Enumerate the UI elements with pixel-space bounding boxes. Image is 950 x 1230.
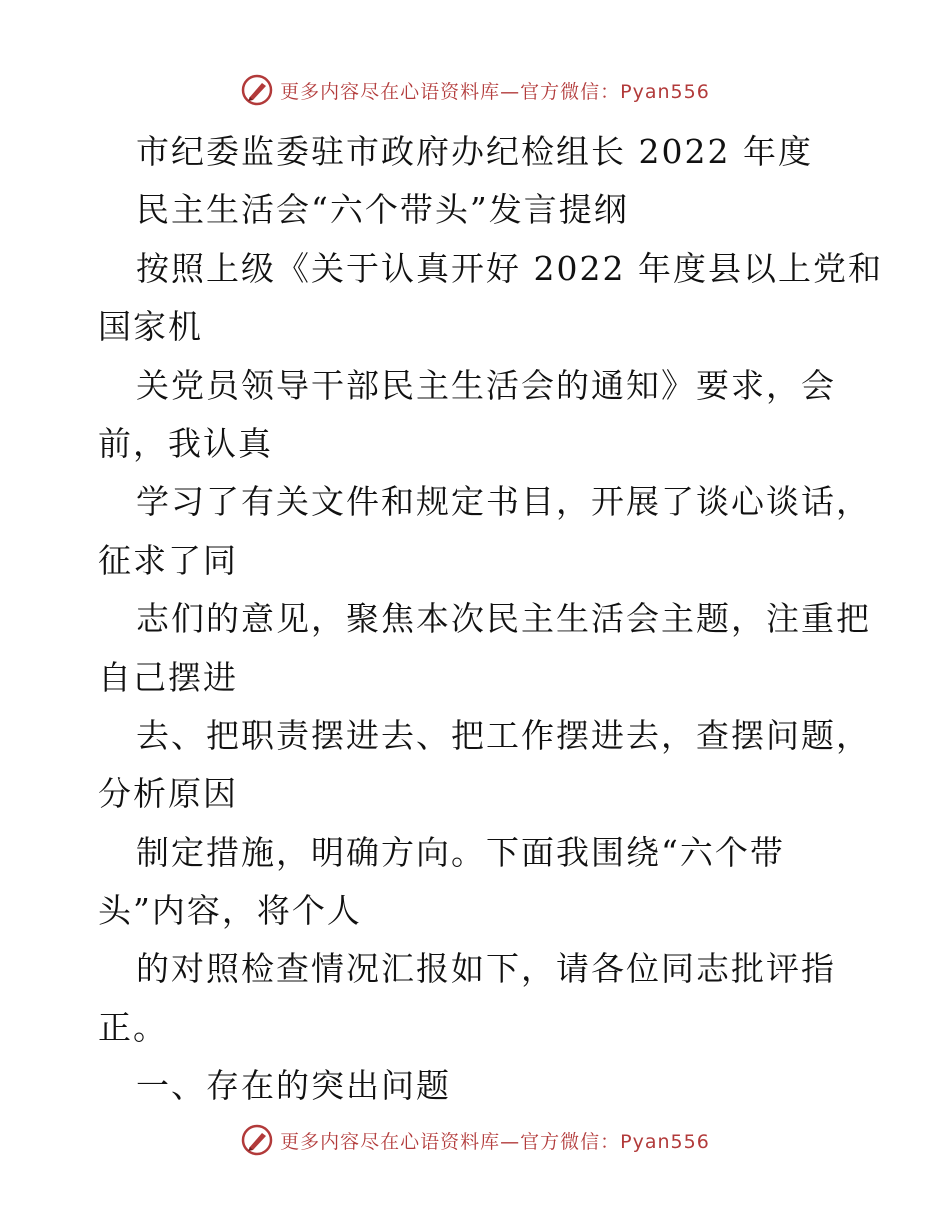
pen-logo-icon [240, 1123, 274, 1157]
document-body [98, 123, 883, 1116]
paragraph-line: 去、把职责摆进去、把工作摆进去，查摆问题， [136, 715, 871, 755]
paragraph-line: 前，我认真 [98, 423, 273, 463]
paragraph-line: 国家机 [98, 307, 203, 347]
paragraph-line: 按照上级《关于认真开好 2022 年度县以上党和 [136, 248, 883, 288]
pen-logo-icon [240, 73, 274, 107]
paragraph-line: 学习了有关文件和规定书目，开展了谈心谈话， [136, 482, 871, 522]
watermark-text: 更多内容尽在心语资料库—官方微信：Pyan556 [280, 1130, 710, 1153]
footer-watermark [0, 1120, 950, 1160]
paragraph-line: 关党员领导干部民主生活会的通知》要求，会 [136, 365, 836, 405]
header-watermark [0, 70, 950, 110]
paragraph-line: 头”内容，将个人 [98, 891, 362, 931]
paragraph-line: 的对照检查情况汇报如下，请各位同志批评指 [136, 949, 836, 989]
paragraph-line: 志们的意见，聚焦本次民主生活会主题，注重把 [136, 599, 871, 639]
paragraph-line: 分析原因 [98, 774, 238, 814]
paragraph-line: 自己摆进 [98, 657, 238, 697]
section-heading: 一、存在的突出问题 [136, 1066, 451, 1106]
paragraph-line: 征求了同 [98, 540, 238, 580]
paragraph-line: 制定措施，明确方向。下面我围绕“六个带 [136, 832, 785, 872]
watermark-text: 更多内容尽在心语资料库—官方微信：Pyan556 [280, 80, 710, 103]
title-line-2: 民主生活会“六个带头”发言提纲 [136, 190, 629, 230]
paragraph-line: 正。 [98, 1007, 168, 1047]
title-line-1: 市纪委监委驻市政府办纪检组长 2022 年度 [136, 132, 813, 171]
